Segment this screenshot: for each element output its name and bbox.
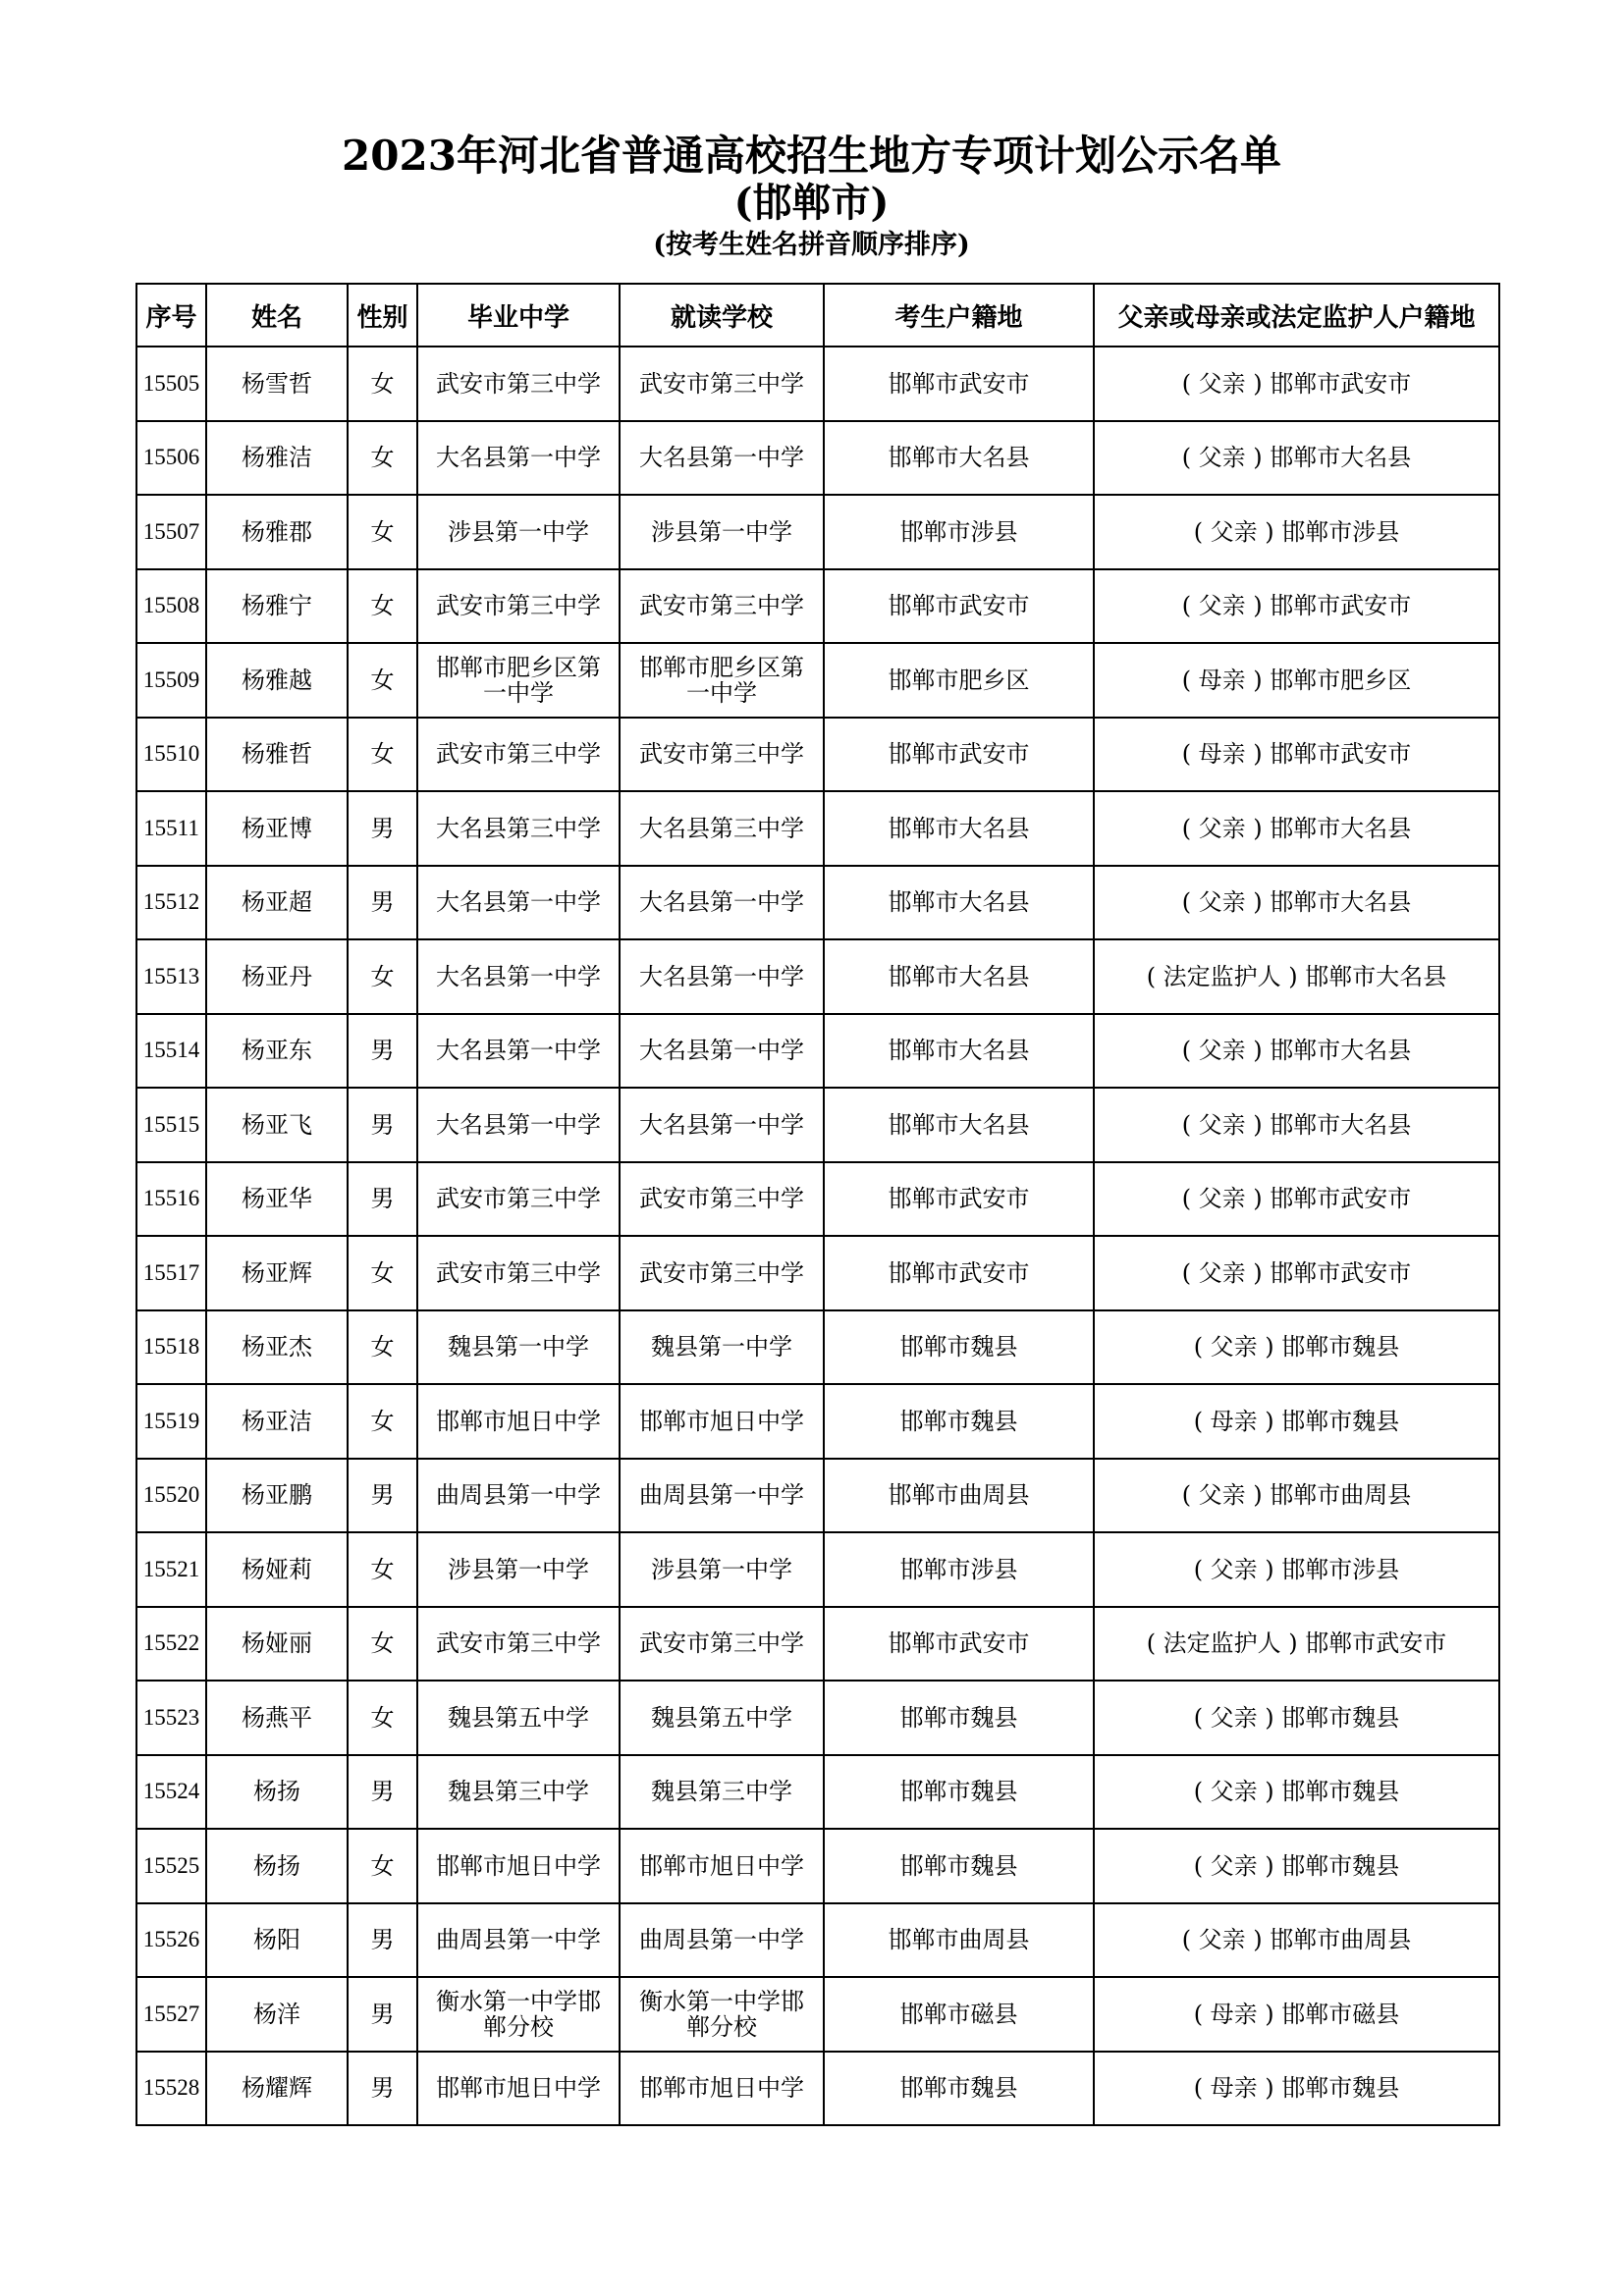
cell-number: 15511 [136, 791, 206, 866]
cell-gender: 男 [348, 1755, 417, 1830]
cell-parent-hukou: ( 父亲 ) 邯郸市涉县 [1094, 1532, 1499, 1607]
cell-graduation-school: 涉县第一中学 [417, 1532, 620, 1607]
cell-current-school: 曲周县第一中学 [620, 1903, 824, 1978]
cell-parent-hukou: ( 母亲 ) 邯郸市肥乡区 [1094, 643, 1499, 718]
cell-parent-hukou: ( 母亲 ) 邯郸市魏县 [1094, 1384, 1499, 1459]
column-header-graduation-school: 毕业中学 [417, 284, 620, 347]
table-row [136, 1755, 1499, 1830]
cell-parent-hukou: ( 法定监护人 ) 邯郸市武安市 [1094, 1607, 1499, 1682]
cell-current-school: 大名县第一中学 [620, 866, 824, 940]
cell-parent-hukou: ( 父亲 ) 邯郸市大名县 [1094, 791, 1499, 866]
table-row [136, 1977, 1499, 2052]
cell-gender: 男 [348, 1977, 417, 2052]
cell-parent-hukou: ( 父亲 ) 邯郸市曲周县 [1094, 1903, 1499, 1978]
cell-student-hukou: 邯郸市涉县 [824, 495, 1094, 569]
cell-gender: 女 [348, 569, 417, 644]
cell-current-school: 大名县第三中学 [620, 791, 824, 866]
cell-graduation-school: 邯郸市旭日中学 [417, 2052, 620, 2126]
cell-gender: 女 [348, 1384, 417, 1459]
cell-name: 杨扬 [206, 1829, 348, 1903]
cell-number: 15505 [136, 347, 206, 421]
cell-current-school: 邯郸市旭日中学 [620, 2052, 824, 2126]
cell-student-hukou: 邯郸市曲周县 [824, 1903, 1094, 1978]
cell-gender: 女 [348, 347, 417, 421]
table-header-row [136, 284, 1499, 347]
cell-parent-hukou: ( 父亲 ) 邯郸市大名县 [1094, 421, 1499, 496]
cell-current-school: 武安市第三中学 [620, 1162, 824, 1237]
cell-gender: 男 [348, 1088, 417, 1162]
cell-gender: 女 [348, 1829, 417, 1903]
cell-parent-hukou: ( 父亲 ) 邯郸市魏县 [1094, 1755, 1499, 1830]
table-row [136, 1236, 1499, 1310]
cell-gender: 男 [348, 1459, 417, 1533]
cell-student-hukou: 邯郸市涉县 [824, 1532, 1094, 1607]
cell-gender: 女 [348, 1532, 417, 1607]
cell-gender: 男 [348, 1903, 417, 1978]
table-row [136, 1829, 1499, 1903]
cell-graduation-school: 邯郸市旭日中学 [417, 1384, 620, 1459]
cell-gender: 男 [348, 866, 417, 940]
cell-student-hukou: 邯郸市武安市 [824, 718, 1094, 792]
cell-name: 杨娅丽 [206, 1607, 348, 1682]
cell-name: 杨亚杰 [206, 1310, 348, 1385]
cell-name: 杨雅郡 [206, 495, 348, 569]
cell-student-hukou: 邯郸市曲周县 [824, 1459, 1094, 1533]
cell-current-school: 大名县第一中学 [620, 421, 824, 496]
cell-graduation-school: 大名县第一中学 [417, 1014, 620, 1089]
cell-graduation-school: 曲周县第一中学 [417, 1459, 620, 1533]
cell-graduation-school: 邯郸市旭日中学 [417, 1829, 620, 1903]
cell-student-hukou: 邯郸市武安市 [824, 1162, 1094, 1237]
cell-graduation-school: 武安市第三中学 [417, 1607, 620, 1682]
cell-gender: 女 [348, 643, 417, 718]
column-header-current-school: 就读学校 [620, 284, 824, 347]
cell-current-school: 武安市第三中学 [620, 569, 824, 644]
cell-name: 杨阳 [206, 1903, 348, 1978]
document-title: 2023年河北省普通高校招生地方专项计划公示名单 [342, 132, 1281, 180]
cell-name: 杨亚辉 [206, 1236, 348, 1310]
cell-number: 15527 [136, 1977, 206, 2052]
table-row [136, 1310, 1499, 1385]
table-row [136, 495, 1499, 569]
cell-current-school: 武安市第三中学 [620, 1236, 824, 1310]
cell-student-hukou: 邯郸市魏县 [824, 1755, 1094, 1830]
table-row [136, 421, 1499, 496]
cell-parent-hukou: ( 父亲 ) 邯郸市武安市 [1094, 1236, 1499, 1310]
cell-gender: 女 [348, 718, 417, 792]
column-header-parent-hukou: 父亲或母亲或法定监护人户籍地 [1094, 284, 1499, 347]
cell-number: 15528 [136, 2052, 206, 2126]
cell-number: 15509 [136, 643, 206, 718]
cell-number: 15517 [136, 1236, 206, 1310]
cell-student-hukou: 邯郸市魏县 [824, 1681, 1094, 1755]
table-row [136, 347, 1499, 421]
cell-number: 15508 [136, 569, 206, 644]
cell-student-hukou: 邯郸市大名县 [824, 866, 1094, 940]
cell-parent-hukou: ( 父亲 ) 邯郸市大名县 [1094, 1088, 1499, 1162]
cell-parent-hukou: ( 父亲 ) 邯郸市魏县 [1094, 1829, 1499, 1903]
column-header-gender: 性别 [348, 284, 417, 347]
cell-graduation-school: 魏县第三中学 [417, 1755, 620, 1830]
cell-current-school: 魏县第一中学 [620, 1310, 824, 1385]
cell-student-hukou: 邯郸市魏县 [824, 1829, 1094, 1903]
cell-graduation-school: 武安市第三中学 [417, 569, 620, 644]
cell-name: 杨洋 [206, 1977, 348, 2052]
cell-number: 15523 [136, 1681, 206, 1755]
cell-current-school: 邯郸市旭日中学 [620, 1829, 824, 1903]
cell-number: 15519 [136, 1384, 206, 1459]
cell-number: 15518 [136, 1310, 206, 1385]
cell-number: 15524 [136, 1755, 206, 1830]
cell-number: 15510 [136, 718, 206, 792]
cell-name: 杨雅哲 [206, 718, 348, 792]
cell-student-hukou: 邯郸市魏县 [824, 2052, 1094, 2126]
cell-graduation-school: 大名县第一中学 [417, 866, 620, 940]
cell-gender: 女 [348, 1681, 417, 1755]
cell-graduation-school: 武安市第三中学 [417, 718, 620, 792]
table-row [136, 2052, 1499, 2126]
column-header-name: 姓名 [206, 284, 348, 347]
cell-current-school: 魏县第三中学 [620, 1755, 824, 1830]
cell-graduation-school: 魏县第一中学 [417, 1310, 620, 1385]
cell-gender: 女 [348, 421, 417, 496]
cell-student-hukou: 邯郸市武安市 [824, 347, 1094, 421]
cell-number: 15520 [136, 1459, 206, 1533]
cell-graduation-school: 曲周县第一中学 [417, 1903, 620, 1978]
cell-gender: 女 [348, 1236, 417, 1310]
cell-current-school: 衡水第一中学邯郸分校 [620, 1977, 824, 2052]
cell-name: 杨亚华 [206, 1162, 348, 1237]
cell-number: 15522 [136, 1607, 206, 1682]
cell-number: 15525 [136, 1829, 206, 1903]
cell-graduation-school: 邯郸市肥乡区第一中学 [417, 643, 620, 718]
cell-gender: 男 [348, 2052, 417, 2126]
cell-gender: 男 [348, 791, 417, 866]
cell-current-school: 涉县第一中学 [620, 495, 824, 569]
table-row [136, 1162, 1499, 1237]
cell-parent-hukou: ( 父亲 ) 邯郸市曲周县 [1094, 1459, 1499, 1533]
table-row [136, 718, 1499, 792]
cell-name: 杨扬 [206, 1755, 348, 1830]
cell-name: 杨耀辉 [206, 2052, 348, 2126]
table-row [136, 1607, 1499, 1682]
cell-parent-hukou: ( 父亲 ) 邯郸市魏县 [1094, 1681, 1499, 1755]
cell-parent-hukou: ( 母亲 ) 邯郸市武安市 [1094, 718, 1499, 792]
cell-student-hukou: 邯郸市武安市 [824, 1607, 1094, 1682]
cell-name: 杨亚洁 [206, 1384, 348, 1459]
table-row [136, 1459, 1499, 1533]
cell-gender: 女 [348, 939, 417, 1014]
table-row [136, 939, 1499, 1014]
cell-parent-hukou: ( 父亲 ) 邯郸市涉县 [1094, 495, 1499, 569]
cell-parent-hukou: ( 父亲 ) 邯郸市大名县 [1094, 866, 1499, 940]
cell-student-hukou: 邯郸市武安市 [824, 569, 1094, 644]
cell-graduation-school: 衡水第一中学邯郸分校 [417, 1977, 620, 2052]
cell-parent-hukou: ( 法定监护人 ) 邯郸市大名县 [1094, 939, 1499, 1014]
cell-parent-hukou: ( 父亲 ) 邯郸市武安市 [1094, 569, 1499, 644]
cell-gender: 女 [348, 495, 417, 569]
cell-name: 杨雅越 [206, 643, 348, 718]
cell-current-school: 大名县第一中学 [620, 1014, 824, 1089]
cell-graduation-school: 魏县第五中学 [417, 1681, 620, 1755]
table-row [136, 643, 1499, 718]
cell-parent-hukou: ( 父亲 ) 邯郸市大名县 [1094, 1014, 1499, 1089]
cell-graduation-school: 大名县第一中学 [417, 939, 620, 1014]
document-subtitle: (邯郸市) [733, 180, 890, 226]
cell-number: 15515 [136, 1088, 206, 1162]
cell-student-hukou: 邯郸市魏县 [824, 1384, 1094, 1459]
cell-name: 杨亚鹏 [206, 1459, 348, 1533]
cell-gender: 男 [348, 1162, 417, 1237]
cell-student-hukou: 邯郸市武安市 [824, 1236, 1094, 1310]
cell-current-school: 涉县第一中学 [620, 1532, 824, 1607]
cell-name: 杨燕平 [206, 1681, 348, 1755]
cell-current-school: 邯郸市旭日中学 [620, 1384, 824, 1459]
cell-parent-hukou: ( 母亲 ) 邯郸市魏县 [1094, 2052, 1499, 2126]
cell-current-school: 武安市第三中学 [620, 347, 824, 421]
cell-current-school: 武安市第三中学 [620, 718, 824, 792]
cell-number: 15507 [136, 495, 206, 569]
cell-number: 15516 [136, 1162, 206, 1237]
cell-current-school: 大名县第一中学 [620, 1088, 824, 1162]
cell-current-school: 曲周县第一中学 [620, 1459, 824, 1533]
cell-student-hukou: 邯郸市大名县 [824, 1014, 1094, 1089]
cell-number: 15526 [136, 1903, 206, 1978]
cell-parent-hukou: ( 父亲 ) 邯郸市武安市 [1094, 347, 1499, 421]
cell-student-hukou: 邯郸市大名县 [824, 421, 1094, 496]
cell-number: 15514 [136, 1014, 206, 1089]
cell-name: 杨雅宁 [206, 569, 348, 644]
cell-graduation-school: 武安市第三中学 [417, 1162, 620, 1237]
cell-name: 杨亚博 [206, 791, 348, 866]
table-row [136, 1532, 1499, 1607]
cell-gender: 男 [348, 1014, 417, 1089]
table-row [136, 1014, 1499, 1089]
cell-graduation-school: 涉县第一中学 [417, 495, 620, 569]
column-header-student-hukou: 考生户籍地 [824, 284, 1094, 347]
cell-student-hukou: 邯郸市磁县 [824, 1977, 1094, 2052]
cell-graduation-school: 武安市第三中学 [417, 347, 620, 421]
cell-student-hukou: 邯郸市大名县 [824, 939, 1094, 1014]
cell-number: 15512 [136, 866, 206, 940]
cell-graduation-school: 大名县第一中学 [417, 421, 620, 496]
cell-student-hukou: 邯郸市大名县 [824, 791, 1094, 866]
cell-student-hukou: 邯郸市魏县 [824, 1310, 1094, 1385]
cell-parent-hukou: ( 父亲 ) 邯郸市武安市 [1094, 1162, 1499, 1237]
cell-current-school: 武安市第三中学 [620, 1607, 824, 1682]
cell-student-hukou: 邯郸市肥乡区 [824, 643, 1094, 718]
cell-graduation-school: 大名县第三中学 [417, 791, 620, 866]
roster-table [135, 283, 1500, 2126]
cell-number: 15506 [136, 421, 206, 496]
cell-name: 杨亚飞 [206, 1088, 348, 1162]
cell-gender: 女 [348, 1310, 417, 1385]
table-row [136, 1088, 1499, 1162]
cell-student-hukou: 邯郸市大名县 [824, 1088, 1094, 1162]
column-header-number: 序号 [136, 284, 206, 347]
cell-parent-hukou: ( 父亲 ) 邯郸市魏县 [1094, 1310, 1499, 1385]
cell-name: 杨雪哲 [206, 347, 348, 421]
sort-note: (按考生姓名拼音顺序排序) [653, 230, 970, 260]
cell-parent-hukou: ( 母亲 ) 邯郸市磁县 [1094, 1977, 1499, 2052]
cell-number: 15521 [136, 1532, 206, 1607]
cell-current-school: 魏县第五中学 [620, 1681, 824, 1755]
cell-name: 杨亚丹 [206, 939, 348, 1014]
cell-name: 杨亚超 [206, 866, 348, 940]
table-row [136, 1681, 1499, 1755]
cell-number: 15513 [136, 939, 206, 1014]
cell-graduation-school: 武安市第三中学 [417, 1236, 620, 1310]
cell-name: 杨娅莉 [206, 1532, 348, 1607]
table-row [136, 791, 1499, 866]
table-row [136, 866, 1499, 940]
cell-gender: 女 [348, 1607, 417, 1682]
table-row [136, 1384, 1499, 1459]
table-row [136, 569, 1499, 644]
cell-name: 杨雅洁 [206, 421, 348, 496]
cell-current-school: 大名县第一中学 [620, 939, 824, 1014]
table-row [136, 1903, 1499, 1978]
cell-name: 杨亚东 [206, 1014, 348, 1089]
cell-graduation-school: 大名县第一中学 [417, 1088, 620, 1162]
cell-current-school: 邯郸市肥乡区第一中学 [620, 643, 824, 718]
